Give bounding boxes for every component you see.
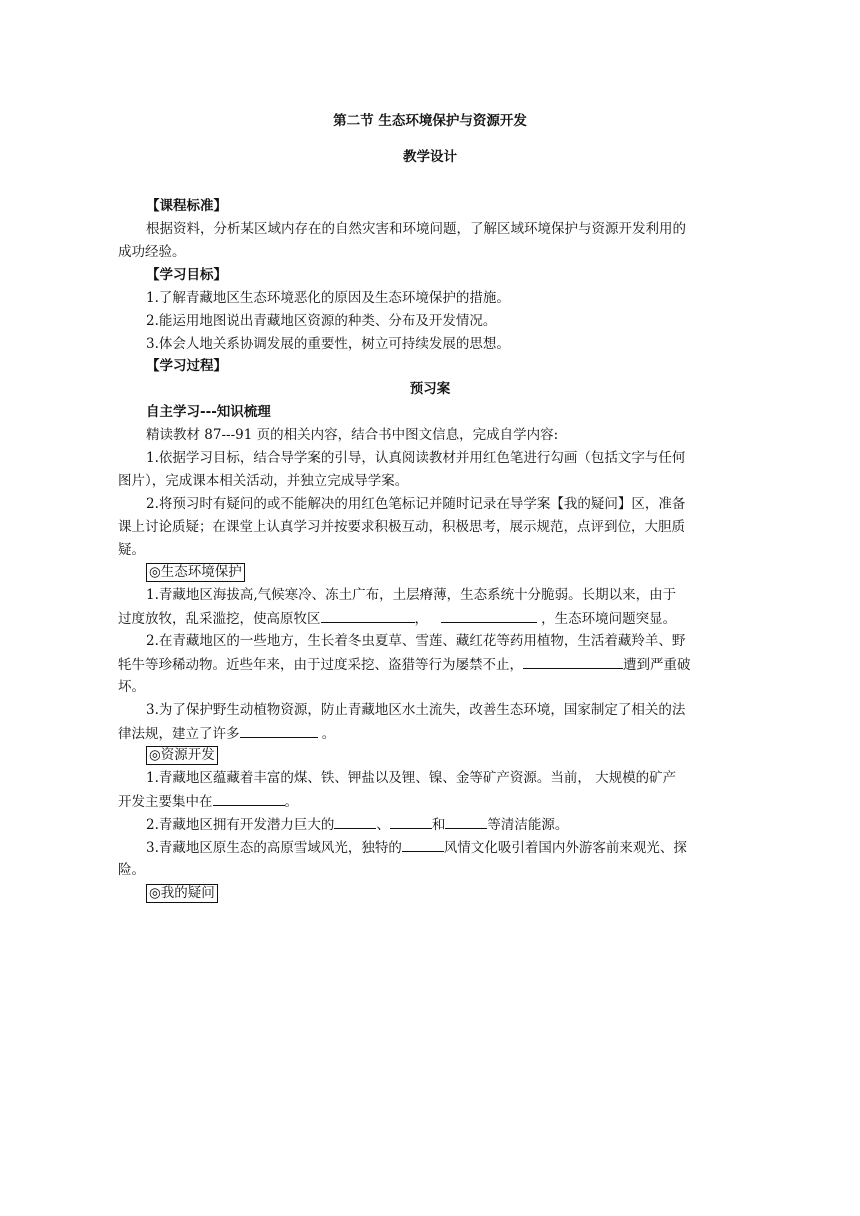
resource-q3-line2: 险。 [118,862,145,878]
resource-q2-blank-3[interactable] [445,815,487,829]
step2-line3: 疑。 [118,542,145,558]
goal-item-3: 3.体会人地关系协调发展的重要性，树立可持续发展的思想。 [146,336,510,352]
standard-text-line1: 根据资料，分析某区域内存在的自然灾害和环境问题，了解区域环境保护与资源开发利用的 [146,221,686,237]
eco-q2-line1: 2.在青藏地区的一些地方，生长着冬虫夏草、雪莲、藏红花等药用植物，生活着藏羚羊、野 [146,633,686,649]
preview-title: 预习案 [409,381,451,397]
eco-q1-text-a: 过度放牧，乱采滥挖，使高原牧区 [118,611,321,627]
resource-section-box: ◎资源开发 [146,746,218,765]
resource-q2-text-b: 、 [376,817,390,833]
eco-q2-text-b: 遭到严重破 [623,657,691,673]
standard-text-line2: 成功经验。 [118,244,186,260]
resource-q3-text-a: 3.青藏地区原生态的高原雪域风光，独特的 [146,840,402,856]
resource-q1-line2 [118,792,758,812]
resource-q3-line1 [146,838,786,858]
eco-q3-line1: 3.为了保护野生动植物资源，防止青藏地区水土流失，改善生态环境，国家制定了相关的法 [146,702,686,718]
eco-q1-text-c: ，生态环境问题突显。 [541,611,677,627]
step1-line1: 1.依据学习目标，结合导学案的引导，认真阅读教材并用红色笔进行勾画（包括文字与任何 [146,450,686,466]
resource-q2-text-d: 等清洁能源。 [487,817,569,833]
eco-q1-line1: 1.青藏地区海拔高,气候寒冷、冻土广布，土层瘠薄，生态系统十分脆弱。长期以来，由于 [146,587,677,603]
resource-q2-line [146,815,786,835]
resource-q3-text-b: 风情文化吸引着国内外游客前来观光、探 [443,840,687,856]
page-title: 第二节 生态环境保护与资源开发 [333,113,527,129]
eco-q3-text-b: 。 [321,726,336,742]
eco-q1-blank-1[interactable] [321,609,415,623]
eco-q1-line2 [118,609,758,629]
resource-q3-blank[interactable] [402,838,444,852]
resource-q2-blank-1[interactable] [334,815,376,829]
resource-q2-text-c: 和 [431,817,446,833]
standard-heading: 【课程标准】 [146,198,227,214]
eco-q1-blank-2[interactable] [441,609,537,623]
doubt-section-box: ◎我的疑问 [146,884,218,903]
resource-q1-text-a: 开发主要集中在 [118,794,213,810]
eco-q3-text-a: 律法规，建立了许多 [118,726,240,742]
eco-q3-blank[interactable] [240,724,318,738]
resource-q1-blank[interactable] [213,792,285,806]
self-study-intro: 精读教材 87---91 页的相关内容，结合书中图文信息，完成自学内容: [146,427,559,443]
step1-line2: 图片），完成课本相关活动，并独立完成导学案。 [118,473,409,489]
step2-line2: 课上讨论质疑；在课堂上认真学习并按要求积极互动，积极思考，展示规范，点评到位，大胆质 [118,519,685,535]
resource-q2-text-a: 2.青藏地区拥有开发潜力巨大的 [146,817,335,833]
resource-q1-text-b: 。 [284,794,298,810]
goal-item-1: 1.了解青藏地区生态环境恶化的原因及生态环境保护的措施。 [146,290,510,306]
process-heading: 【学习过程】 [146,358,227,374]
goals-heading: 【学习目标】 [146,267,227,283]
resource-q2-blank-2[interactable] [390,815,432,829]
goal-item-2: 2.能运用地图说出青藏地区资源的种类、分布及开发情况。 [146,313,497,329]
eco-q2-text-a: 牦牛等珍稀动物。近些年来，由于过度采挖、盗猎等行为屡禁不止， [118,657,523,673]
eco-q2-blank[interactable] [523,655,623,669]
resource-q1-line1: 1.青藏地区蕴藏着丰富的煤、铁、钾盐以及锂、镍、金等矿产资源。当前， 大规模的矿产 [146,770,677,786]
eco-section-box: ◎生态环境保护 [146,563,245,582]
step2-line1: 2.将预习时有疑问的或不能解决的用红色笔标记并随时记录在导学案【我的疑问】区，准备 [146,496,686,512]
eco-q2-line3: 坏。 [118,679,145,695]
page-subtitle: 教学设计 [403,149,457,165]
eco-q2-line2 [118,655,758,675]
eco-q3-line2 [118,724,758,744]
self-study-title: 自主学习---知识梳理 [146,404,271,420]
eco-q1-text-b: ， [414,611,428,627]
